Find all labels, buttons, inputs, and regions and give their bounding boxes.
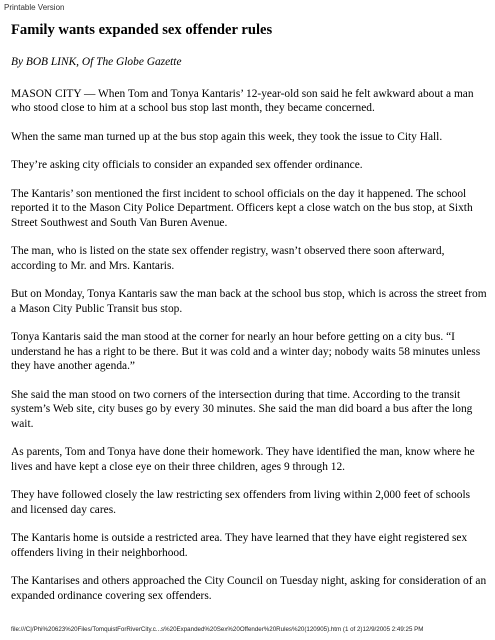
article-paragraph: She said the man stood on two corners of the intersection during that time. According to the transit system’s Web site, city buses go by every 30 minutes. She said the man did board a bus after the long wait. <box>11 388 473 430</box>
article-paragraph: Tonya Kantaris said the man stood at the corner for nearly an hour before getting on a city bus. “I understand he has a right to be there. But it was cold and a winter day; nobody waits 58 minutes unless they have another agenda.” <box>11 331 481 372</box>
article <box>11 22 489 617</box>
article-paragraph: As parents, Tom and Tonya have done their homework. They have identified the man, know where he lives and have kept a close eye on their three children, ages 9 through 12. <box>11 446 475 473</box>
printable-version-label: Printable Version <box>4 3 65 12</box>
article-paragraph: The Kantarises and others approached the City Council on Tuesday night, asking for consideration of an expanded ordinance covering sex offenders. <box>11 575 487 602</box>
article-byline: By BOB LINK, Of The Globe Gazette <box>11 56 182 68</box>
article-paragraph: They have followed closely the law restricting sex offenders from living within 2,000 feet of schools and licensed day cares. <box>11 489 471 516</box>
file-path-footer: file:///C|/Phi%20623%20Files/TomquistForRiverCity.c...s%20Expanded%20Sex%20Offender%20Rules%20(120905).htm (1 of 2)12/9/2005 2:49:25 PM <box>11 626 424 633</box>
article-paragraph: The Kantaris home is outside a restricted area. They have learned that they have eight registered sex offenders living in their neighborhood. <box>11 532 468 559</box>
article-paragraph: They’re asking city officials to consider an expanded sex offender ordinance. <box>11 159 363 171</box>
article-paragraph: The man, who is listed on the state sex offender registry, wasn’t observed there soon afterward, according to Mr. and Mrs. Kantaris. <box>11 245 445 272</box>
article-title: Family wants expanded sex offender rules <box>11 22 273 38</box>
article-paragraph: When the same man turned up at the bus stop again this week, they took the issue to City Hall. <box>11 130 443 143</box>
article-paragraph: The Kantaris’ son mentioned the first incident to school officials on the day it happened. The school reported it to the Mason City Police Department. Officers kept a close watch on the bus stop, at Sixth Street Southwest and South Van Buren Avenue. <box>11 187 473 229</box>
article-paragraph: But on Monday, Tonya Kantaris saw the man back at the school bus stop, which is across the street from a Mason City Public Transit bus stop. <box>11 288 487 315</box>
article-paragraph: MASON CITY — When Tom and Tonya Kantaris’ 12-year-old son said he felt awkward about a man who stood close to him at a school bus stop last month, they became concerned. <box>11 87 474 114</box>
